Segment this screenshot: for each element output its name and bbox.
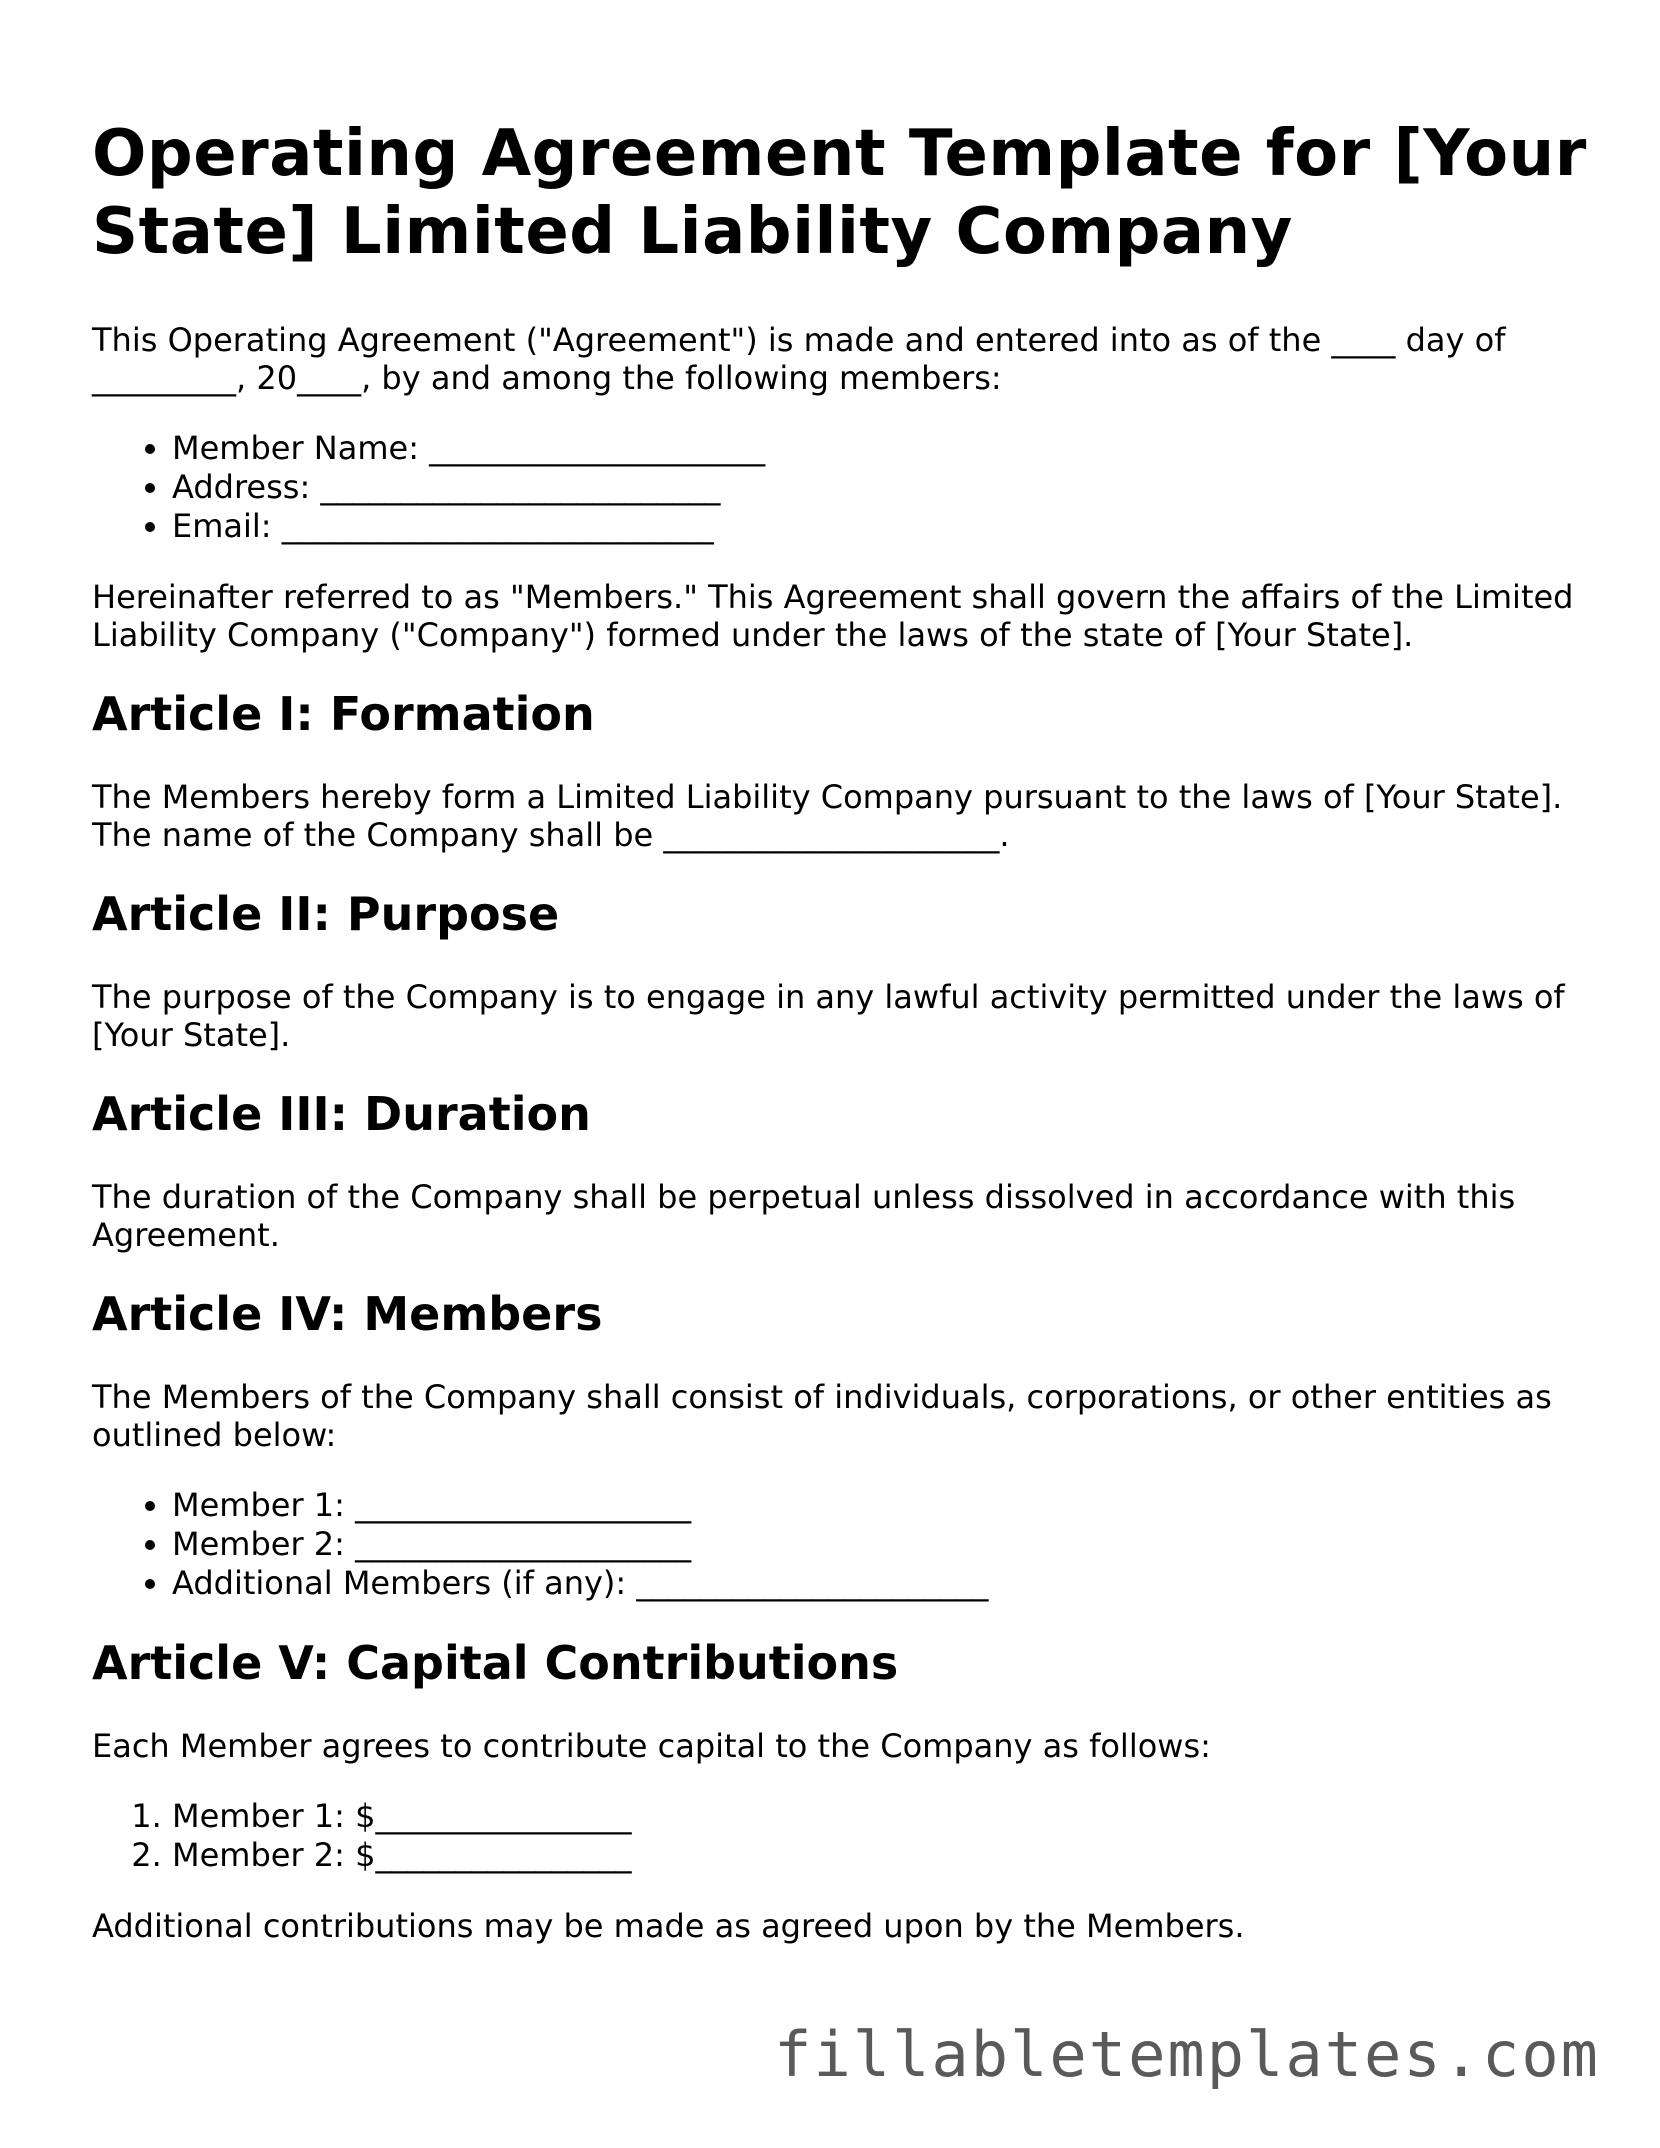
member-fields-list: [92, 429, 1592, 546]
article-4-members-list: [92, 1486, 1592, 1603]
article-2-body: The purpose of the Company is to engage in any lawful activity permitted under the laws of [Your State].: [92, 978, 1565, 1054]
member-2-field: • Member 2: _____________________: [172, 1525, 1592, 1564]
member-1-contribution: 1. Member 1: $________________: [172, 1797, 1592, 1836]
document-page: [92, 115, 1592, 1977]
article-3-heading: Article III: Duration: [92, 1087, 591, 1141]
hereinafter-paragraph: Hereinafter referred to as "Members." This Agreement shall govern the affairs of the Limited Liability Company ("Company") formed under the laws of the state of [Your State].: [92, 578, 1574, 654]
article-4-body: The Members of the Company shall consist of individuals, corporations, or other entities as outlined below:: [92, 1378, 1552, 1454]
article-5-contributions-list: [92, 1797, 1592, 1875]
article-5-body: Each Member agrees to contribute capital to the Company as follows:: [92, 1727, 1211, 1765]
article-2-heading: Article II: Purpose: [92, 887, 560, 941]
article-3-body: The duration of the Company shall be perpetual unless dissolved in accordance with this Agreement.: [92, 1178, 1516, 1254]
member-name-field: • Member Name: _____________________: [172, 429, 1592, 468]
member-1-field: • Member 1: _____________________: [172, 1486, 1592, 1525]
intro-paragraph: This Operating Agreement ("Agreement") is made and entered into as of the ____ day of _________, 20____, by and among the following members:: [92, 321, 1506, 397]
member-2-contribution: 2. Member 2: $________________: [172, 1836, 1592, 1875]
document-title: Operating Agreement Template for [Your State] Limited Liability Company: [92, 117, 1587, 269]
email-field: • Email: ___________________________: [172, 507, 1592, 546]
address-field: • Address: _________________________: [172, 468, 1592, 507]
article-4-heading: Article IV: Members: [92, 1287, 603, 1341]
article-1-body: The Members hereby form a Limited Liability Company pursuant to the laws of [Your State]. The name of the Company shall be _____________________.: [92, 778, 1563, 854]
article-1-heading: Article I: Formation: [92, 687, 595, 741]
additional-members-field: • Additional Members (if any): ______________________: [172, 1564, 1592, 1603]
article-5-footer: Additional contributions may be made as agreed upon by the Members.: [92, 1907, 1245, 1945]
article-5-heading: Article V: Capital Contributions: [92, 1636, 899, 1690]
watermark-text: fillabletemplates.com: [774, 2018, 1600, 2091]
